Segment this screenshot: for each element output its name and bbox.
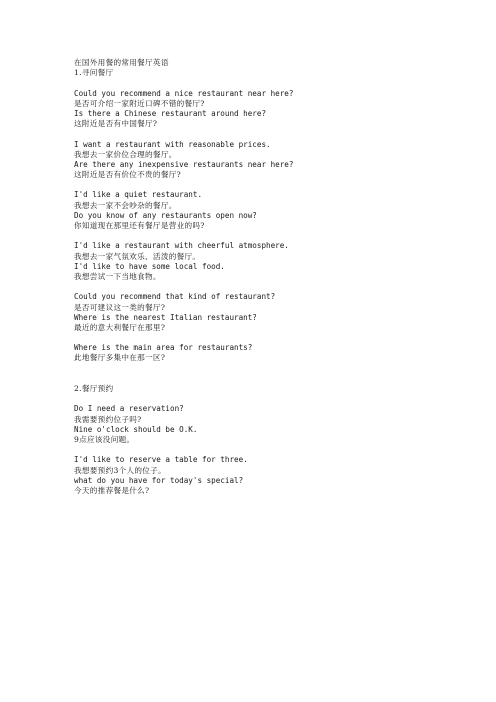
chinese-line: 最近的意大利餐厅在那里? <box>74 322 166 332</box>
document-title: 在国外用餐的常用餐厅英语 <box>74 58 169 67</box>
english-line: I want a restaurant with reasonable prices. <box>74 139 271 149</box>
english-line: Where is the nearest Italian restaurant? <box>74 312 257 322</box>
english-line: I'd like to reserve a table for three. <box>74 455 248 465</box>
english-line: I'd like a quiet restaurant. <box>74 190 203 200</box>
document-page <box>74 58 474 496</box>
chinese-line: 我想去一家价位合理的餐厅。 <box>74 149 177 159</box>
english-line: I'd like to have some local food. <box>74 261 225 271</box>
chinese-line: 我需要预约位子吗? <box>74 414 142 424</box>
section-heading: 2.餐厅预约 <box>74 384 114 394</box>
english-line: Is there a Chinese restaurant around here? <box>74 108 267 118</box>
chinese-line: 你知道现在那里还有餐厅是营业的吗? <box>74 221 205 230</box>
chinese-line: 9点应该没问题。 <box>74 434 135 444</box>
chinese-line: 今天的推荐餐是什么? <box>74 485 150 495</box>
chinese-line: 我想去一家不会吵杂的餐厅。 <box>74 200 177 210</box>
chinese-line: 这附近是否有价位不贵的餐厅? <box>74 170 181 180</box>
english-line: Do I need a reservation? <box>74 404 184 414</box>
chinese-line: 我想要预约3个人的位子。 <box>74 465 166 475</box>
english-line: Where is the main area for restaurants? <box>74 343 253 353</box>
chinese-line: 我想去一家气氛欢乐、活泼的餐厅。 <box>74 251 201 261</box>
chinese-line: 是否可建议这一类的餐厅? <box>74 302 166 312</box>
english-line: Do you know of any restaurants open now? <box>74 210 257 220</box>
english-line: Nine o'clock should be O.K. <box>74 424 198 434</box>
chinese-line: 是否可介绍一家附近口碑不错的餐厅? <box>74 98 205 108</box>
english-line: what do you have for today's special? <box>74 475 244 485</box>
english-line: I'd like a restaurant with cheerful atmosphere. <box>74 241 289 251</box>
english-line: Could you recommend that kind of restaurant? <box>74 292 276 302</box>
english-line: Could you recommend a nice restaurant near here? <box>74 88 294 98</box>
section-heading: 1.寻问餐厅 <box>74 68 114 78</box>
chinese-line: 我想尝试一下当地食物。 <box>74 271 161 281</box>
chinese-line: 这附近是否有中国餐厅? <box>74 119 158 129</box>
english-line: Are there any inexpensive restaurants near here? <box>74 159 294 169</box>
chinese-line: 此地餐厅多集中在那一区? <box>74 353 166 363</box>
